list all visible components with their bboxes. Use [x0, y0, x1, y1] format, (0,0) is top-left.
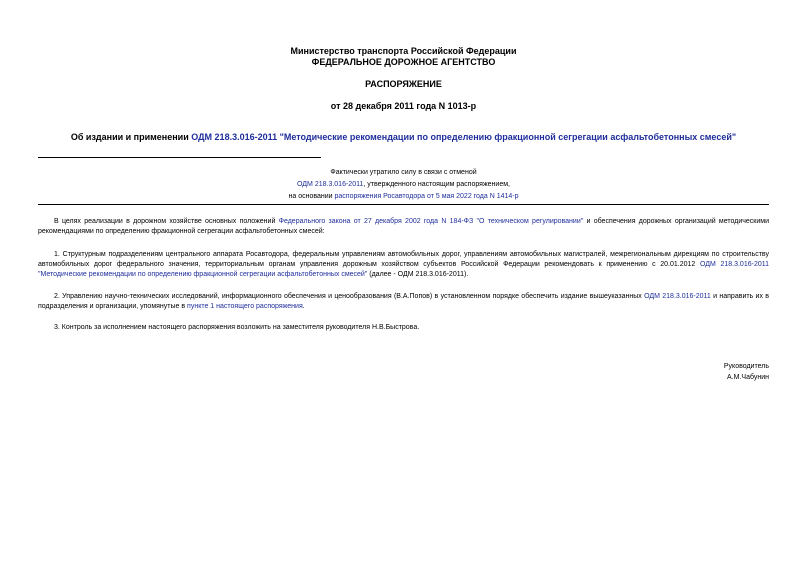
paragraph-2-point-link[interactable]: пункте 1 настоящего распоряжения [187, 303, 303, 310]
status-line-3-text: на основании [288, 193, 335, 200]
document-type: РАСПОРЯЖЕНИЕ [365, 79, 442, 89]
paragraph-2-text-2: и направить их в подразделения и организации, упомянутые в [38, 293, 769, 310]
paragraph-2-text-3: . [302, 303, 305, 310]
status-line-2 [0, 179, 807, 191]
paragraph-3 [38, 323, 769, 333]
status-line-3 [0, 191, 807, 203]
paragraph-2 [38, 292, 769, 312]
paragraph-1 [38, 250, 769, 280]
status-line-1: Фактически утратило силу в связи с отменой [330, 169, 477, 176]
intro-text-2: и обеспечения дорожных организаций методическими рекомендациями по определению фракционной сегрегации асфальтобетонных смесей: [38, 218, 769, 235]
agency-name: ФЕДЕРАЛЬНОЕ ДОРОЖНОЕ АГЕНТСТВО [311, 57, 496, 67]
paragraph-3-text: 3. Контроль за исполнением настоящего распоряжения возложить на заместителя руководителя Н.В.Быстрова. [54, 324, 420, 331]
paragraph-1-text-2: (далее - ОДМ 218.3.016-2011). [367, 271, 469, 278]
paragraph-2-odm-link[interactable]: ОДМ 218.3.016-2011 [644, 293, 711, 300]
intro-paragraph [38, 217, 769, 237]
federal-law-link[interactable]: Федерального закона от 27 декабря 2002 года N 184-ФЗ "О техническом регулировании" [278, 218, 584, 225]
status-divider [38, 204, 769, 205]
status-order-link[interactable]: распоряжения Росавтодора от 5 мая 2022 года N 1414-р [334, 193, 519, 200]
document-date-number: от 28 декабря 2011 года N 1013-р [330, 101, 477, 111]
signature-name: А.М.Чабунин [727, 374, 769, 381]
title-prefix: Об издании и применении [70, 132, 192, 142]
status-line-2-text: , утвержденного настоящим распоряжением, [363, 181, 510, 188]
title-odm-link[interactable]: ОДМ 218.3.016-2011 "Методические рекомендации по определению фракционной сегрегации асфальтобетонных смесей" [191, 132, 737, 142]
document-title [0, 132, 807, 143]
paragraph-1-text-1: 1. Структурным подразделениям центрального аппарата Росавтодора, федеральным управлениям автомобильных дорог, управлениям автомобильных магистралей, межрегиональным дирекциям по строительству автомобильных дорог федерального значения, территориальным органам управления дорожным хозяйством субъектов Российской Федерации рекомендовать к применению с 20.01.2012 [38, 251, 769, 268]
status-odm-link[interactable]: ОДМ 218.3.016-2011 [297, 181, 364, 188]
ministry-name: Министерство транспорта Российской Федерации [290, 46, 517, 56]
paragraph-2-text-1: 2. Управлению научно-технических исследований, информационного обеспечения и ценообразования (В.А.Попов) в установленном порядке обеспечить издание вышеуказанных [54, 293, 645, 300]
top-divider [38, 157, 321, 158]
paragraph-1-odm-link[interactable]: ОДМ 218.3.016-2011 "Методические рекомендации по определению фракционной сегрегации асфальтобетонных смесей" [38, 261, 769, 278]
signature-position: Руководитель [723, 363, 769, 370]
intro-text-1: В целях реализации в дорожном хозяйстве основных положений [54, 218, 279, 225]
